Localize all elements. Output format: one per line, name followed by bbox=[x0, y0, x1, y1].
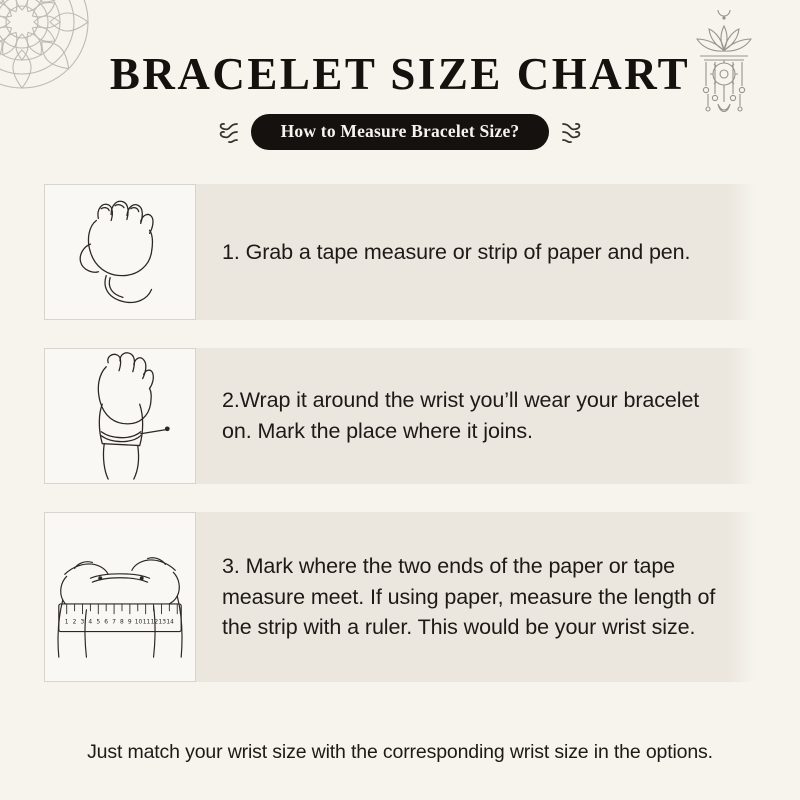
step-text: 1. Grab a tape measure or strip of paper and pen. bbox=[222, 239, 691, 264]
svg-text:4: 4 bbox=[88, 619, 93, 626]
svg-text:7: 7 bbox=[112, 619, 116, 626]
step-row bbox=[44, 512, 756, 682]
page-title: BRACELET SIZE CHART bbox=[109, 49, 691, 99]
mandala-corner-icon bbox=[0, 0, 102, 102]
hand-holding-tape-measure-illustration bbox=[44, 184, 196, 320]
tape-wrapped-around-wrist-illustration bbox=[44, 348, 196, 484]
swirl-flourish-icon-right bbox=[559, 119, 585, 145]
svg-text:6: 6 bbox=[104, 619, 108, 626]
steps-list bbox=[0, 184, 800, 682]
svg-text:1: 1 bbox=[64, 619, 69, 626]
svg-text:3: 3 bbox=[80, 619, 85, 626]
svg-text:12: 12 bbox=[150, 619, 159, 626]
svg-text:5: 5 bbox=[96, 619, 101, 626]
step-text: 3. Mark where the two ends of the paper or tape measure meet. If using paper, measure the length of the strip with a ruler. This would be your wrist size. bbox=[222, 554, 716, 640]
step-row bbox=[44, 348, 756, 484]
svg-text:13: 13 bbox=[158, 619, 167, 626]
svg-text:8: 8 bbox=[120, 619, 124, 626]
footer-note: Just match your wrist size with the corresponding wrist size in the options. bbox=[87, 741, 713, 763]
hands-measuring-strip-with-ruler-illustration bbox=[44, 512, 196, 682]
svg-text:11: 11 bbox=[142, 619, 151, 626]
svg-text:14: 14 bbox=[166, 619, 174, 626]
svg-text:9: 9 bbox=[127, 619, 132, 626]
swirl-flourish-icon-left bbox=[215, 119, 241, 145]
subtitle-badge: How to Measure Bracelet Size? bbox=[251, 114, 550, 150]
step-row bbox=[44, 184, 756, 320]
svg-text:2: 2 bbox=[72, 619, 77, 626]
step-text: 2.Wrap it around the wrist you’ll wear your bracelet on. Mark the place where it joins. bbox=[222, 388, 700, 443]
svg-text:10: 10 bbox=[134, 619, 143, 626]
lotus-ornament-icon bbox=[678, 2, 770, 132]
